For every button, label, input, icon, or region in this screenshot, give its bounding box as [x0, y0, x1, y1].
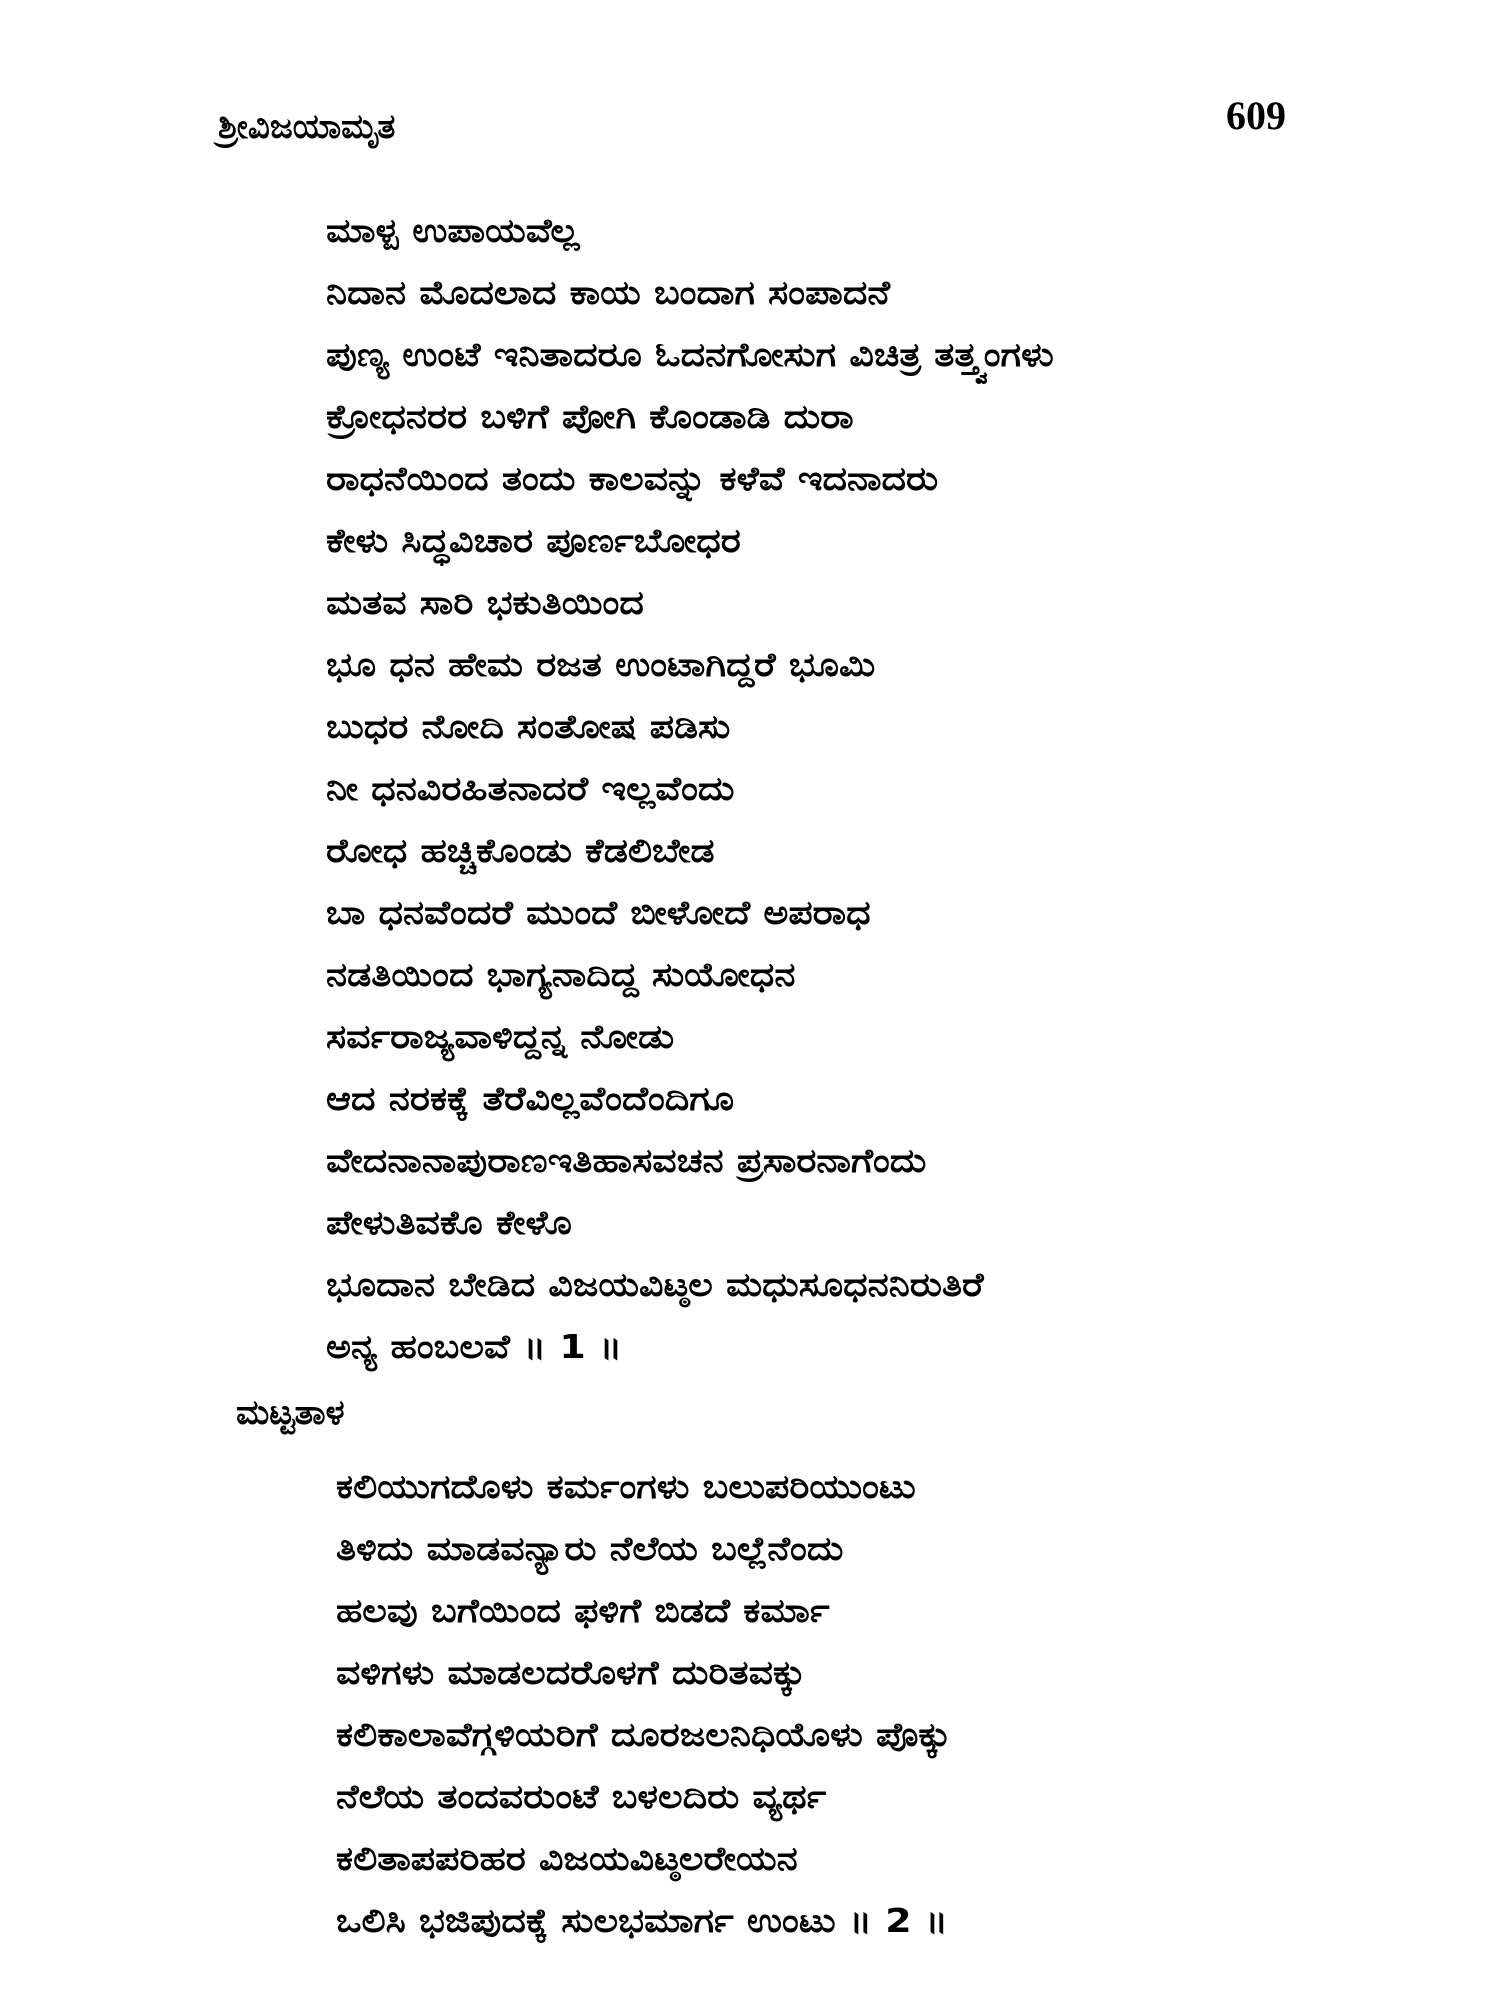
verse-line: ಸರ್ವರಾಜ್ಯವಾಳಿದ್ದನ್ನ ನೋಡು: [326, 1017, 675, 1056]
verse-line: ಪುಣ್ಯ ಉಂಟೆ ಇನಿತಾದರೂ ಓದನಗೋಸುಗ ವಿಚಿತ್ರ ತತ್ತ್ವಂಗಳು: [326, 335, 1054, 374]
verse-line: ಅನ್ಯ ಹಂಬಲವೆ ॥ 1 ॥: [326, 1327, 623, 1366]
verse-line: ವೇದನಾನಾಪುರಾಣಇತಿಹಾಸವಚನ ಪ್ರಸಾರನಾಗೆಂದು: [326, 1141, 927, 1180]
verse-line: ಕಲಿತಾಪಪರಿಹರ ವಿಜಯವಿಟ್ಠಲರೇಯನ: [336, 1839, 798, 1878]
verse-line: ಕಲಿಕಾಲಾವೆಗ್ಗಳಿಯರಿಗೆ ದೂರಜಲನಿಧಿಯೊಳು ಪೊಕ್ಕು: [336, 1715, 952, 1754]
section-heading: ಮಟ್ಟತಾಳ: [236, 1393, 345, 1433]
verse-line: ಮಾಳ್ಪ ಉಪಾಯವೆಲ್ಲ: [326, 211, 580, 250]
verse-line: ಆದ ನರಕಕ್ಕೆ ತೆರೆವಿಲ್ಲವೆಂದೆಂದಿಗೂ: [326, 1079, 735, 1118]
verse-line: ನೆಲೆಯ ತಂದವರುಂಟೆ ಬಳಲದಿರು ವ್ಯರ್ಥ: [336, 1777, 827, 1816]
verse-line: ಹಲವು ಬಗೆಯಿಂದ ಫಳಿಗೆ ಬಿಡದೆ ಕರ್ಮಾ: [336, 1591, 830, 1630]
verse-line: ಕೇಳು ಸಿದ್ಧವಿಚಾರ ಪೂರ್ಣಬೋಧರ: [326, 521, 741, 560]
verse-line: ವಳಿಗಳು ಮಾಡಲದರೊಳಗೆ ದುರಿತವಕ್ಕು: [336, 1653, 806, 1692]
running-title: ಶ್ರೀವಿಜಯಾಮೃತ: [218, 107, 396, 147]
verse-line: ಭೂ ಧನ ಹೇಮ ರಜತ ಉಂಟಾಗಿದ್ದರೆ ಭೂಮಿ: [326, 645, 876, 684]
verse-line: ಕ್ರೋಧನರರ ಬಳಿಗೆ ಪೋಗಿ ಕೊಂಡಾಡಿ ದುರಾ: [326, 397, 854, 436]
verse-line: ಒಲಿಸಿ ಭಜಿಪುದಕ್ಕೆ ಸುಲಭಮಾರ್ಗ ಉಂಟು ॥ 2 ॥: [336, 1901, 949, 1940]
verse-line: ತಿಳಿದು ಮಾಡವನ್ಯಾರು ನೆಲೆಯ ಬಲ್ಲೆನೆಂದು: [336, 1529, 844, 1568]
verse-line: ರೋಧ ಹಚ್ಚಿಕೊಂಡು ಕೆಡಲಿಬೇಡ: [326, 831, 715, 870]
verse-line: ನೀ ಧನವಿರಹಿತನಾದರೆ ಇಲ್ಲವೆಂದು: [326, 769, 735, 808]
verse-line: ಪೇಳುತಿವಕೊ ಕೇಳೊ: [326, 1203, 572, 1242]
verse-line: ಭೂದಾನ ಬೇಡಿದ ವಿಜಯವಿಟ್ಠಲ ಮಧುಸೂಧನನಿರುತಿರೆ: [326, 1265, 984, 1304]
verse-line: ಮತವ ಸಾರಿ ಭಕುತಿಯಿಂದ: [326, 583, 644, 622]
verse-line: ಬುಧರ ನೋದಿ ಸಂತೋಷ ಪಡಿಸು: [326, 707, 731, 746]
verse-line: ಕಲಿಯುಗದೊಳು ಕರ್ಮಂಗಳು ಬಲುಪರಿಯುಂಟು: [336, 1467, 916, 1506]
verse-line: ಬಾ ಧನವೆಂದರೆ ಮುಂದೆ ಬೀಳೋದೆ ಅಪರಾಧ: [326, 893, 871, 932]
page-number: 609: [1226, 93, 1286, 138]
verse-line: ನಿದಾನ ಮೊದಲಾದ ಕಾಯ ಬಂದಾಗ ಸಂಪಾದನೆ: [326, 273, 890, 312]
verse-line: ರಾಧನೆಯಿಂದ ತಂದು ಕಾಲವನ್ನು ಕಳೆವೆ ಇದನಾದರು: [326, 459, 939, 498]
verse-line: ನಡತಿಯಿಂದ ಭಾಗ್ಯನಾದಿದ್ದ ಸುಯೋಧನ: [326, 955, 796, 994]
